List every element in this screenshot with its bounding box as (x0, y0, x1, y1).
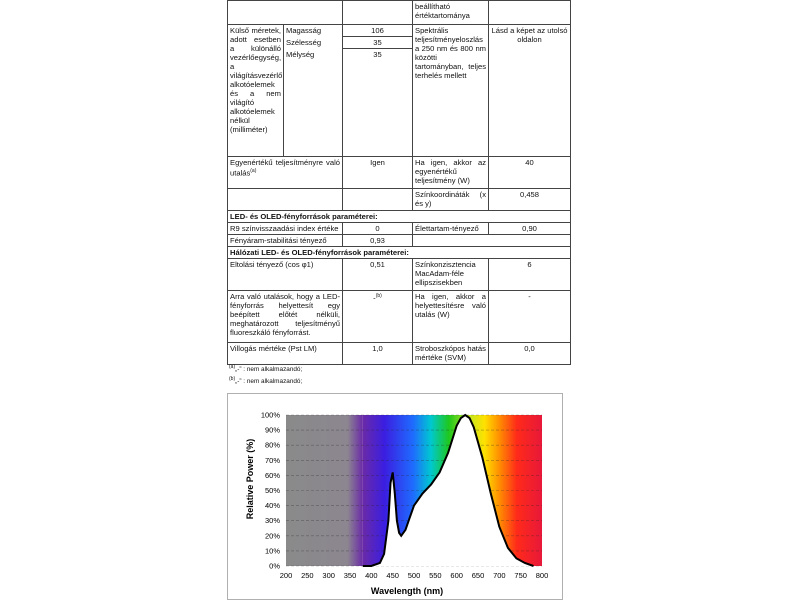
y-tick-label: 20% (264, 531, 280, 541)
r9-label: R9 színvisszaadási index értéke (228, 223, 343, 235)
x-tick-label: 450 (386, 571, 399, 580)
color-consistency-label: Színkonzisztencia MacAdam-féle ellipszisekben (413, 259, 489, 291)
x-tick-label: 350 (343, 571, 357, 580)
x-tick-label: 500 (407, 571, 421, 580)
y-tick-label: 10% (264, 546, 280, 556)
stroboscopic-value: 0,0 (489, 343, 571, 365)
y-tick-label: 60% (264, 470, 280, 480)
table-row (228, 157, 571, 189)
width-value: 35 (343, 37, 413, 49)
x-tick-label: 200 (279, 571, 293, 580)
equivalent-watt-label: Ha igen, akkor az egyenértékű teljesítmény (W) (413, 157, 489, 189)
x-tick-label: 400 (365, 571, 378, 580)
x-tick-label: 800 (535, 571, 549, 580)
spectral-distribution-label: Spektrális teljesítményeloszlás a 250 nm és 800 nm közötti tartományban, teljes terhelés mellett (413, 25, 489, 157)
chromaticity-label: Színkoordináták (x és y) (413, 189, 489, 211)
color-consistency-value: 6 (489, 259, 571, 291)
spectral-distribution-value: Lásd a képet az utolsó oldalon (489, 25, 571, 157)
displacement-factor-value: 0,51 (343, 259, 413, 291)
table-row (228, 25, 571, 37)
table-row (228, 223, 571, 235)
y-tick-label: 30% (264, 516, 280, 526)
flicker-label: Villogás mértéke (Pst LM) (228, 343, 343, 365)
flux-maintenance-label: Fényáram-stabilitási tényező (228, 235, 343, 247)
x-tick-label: 650 (471, 571, 485, 580)
equivalent-watt-value: 40 (489, 157, 571, 189)
footnote-b: $^{(b)}$„-” : nem alkalmazandó; (229, 376, 303, 386)
x-tick-label: 600 (450, 571, 463, 580)
x-tick-label: 550 (429, 571, 442, 580)
table-row (228, 1, 571, 25)
spectrum-chart-svg (228, 394, 562, 599)
adjustable-range-label: beállítható értéktartománya (413, 1, 489, 25)
y-tick-label: 50% (264, 486, 280, 495)
table-row (228, 291, 571, 343)
y-axis-label: Relative Power (%) (245, 438, 255, 520)
table-row (228, 259, 571, 291)
table-row (228, 211, 571, 223)
y-tick-label: 70% (264, 455, 280, 465)
x-tick-label: 250 (301, 571, 314, 580)
replacement-claim-label: Arra való utalások, hogy a LED-fényforrás helyettesít egy beépített előtét nélküli, meghatározott teljesítményű fluoreszkáló fényforrást. (228, 291, 343, 343)
x-tick-label: 300 (322, 571, 335, 580)
footnote-a: $^{(a)}$„-” : nem alkalmazandó; (229, 364, 303, 374)
y-tick-label: 40% (264, 501, 280, 511)
table-row (228, 189, 571, 211)
equivalent-power-value: Igen (343, 157, 413, 189)
product-info-table (227, 0, 571, 365)
height-value: 106 (343, 25, 413, 37)
lifetime-factor-label: Élettartam-tényező (413, 223, 489, 235)
displacement-factor-label: Eltolási tényező (cos φ1) (228, 259, 343, 291)
height-label: Magasság (284, 25, 343, 37)
outer-dimensions-label: Külső méretek, adott esetben a különálló vezérlőegység, a világításvezérlő alkotóelemek és a nem világító alkotóelemek nélkül (milliméter) (228, 25, 284, 157)
flux-maintenance-value: 0,93 (343, 235, 413, 247)
x-tick-label: 750 (514, 571, 527, 580)
x-axis-label: Wavelength (nm) (370, 586, 444, 596)
spectrum-chart (227, 393, 563, 600)
r9-value: 0 (343, 223, 413, 235)
flicker-value: 1,0 (343, 343, 413, 365)
replacement-watt-label: Ha igen, akkor a helyettesítésre való utalás (W) (413, 291, 489, 343)
led-section-header: LED- és OLED-fényforrások paraméterei: (228, 211, 571, 223)
depth-value: 35 (343, 49, 413, 157)
width-label: Szélesség (284, 37, 343, 49)
equivalent-power-label: Egyenértékű teljesítményre való utalás$^{(a)}$ (228, 157, 343, 189)
replacement-claim-value: -$^{(b)}$ (343, 291, 413, 343)
y-tick-label: 90% (264, 425, 280, 435)
replacement-watt-value: - (489, 291, 571, 343)
depth-label: Mélység (284, 49, 343, 157)
y-tick-label: 0% (269, 561, 280, 571)
chromaticity-value: 0,458 (489, 189, 571, 211)
lifetime-factor-value: 0,90 (489, 223, 571, 235)
table-row (228, 343, 571, 365)
y-tick-label: 80% (264, 440, 280, 450)
table-row (228, 247, 571, 259)
table-row (228, 235, 571, 247)
x-tick-label: 700 (493, 571, 506, 580)
mains-section-header: Hálózati LED- és OLED-fényforrások paraméterei: (228, 247, 571, 259)
stroboscopic-label: Stroboszkópos hatás mértéke (SVM) (413, 343, 489, 365)
y-tick-label: 100% (260, 410, 280, 420)
